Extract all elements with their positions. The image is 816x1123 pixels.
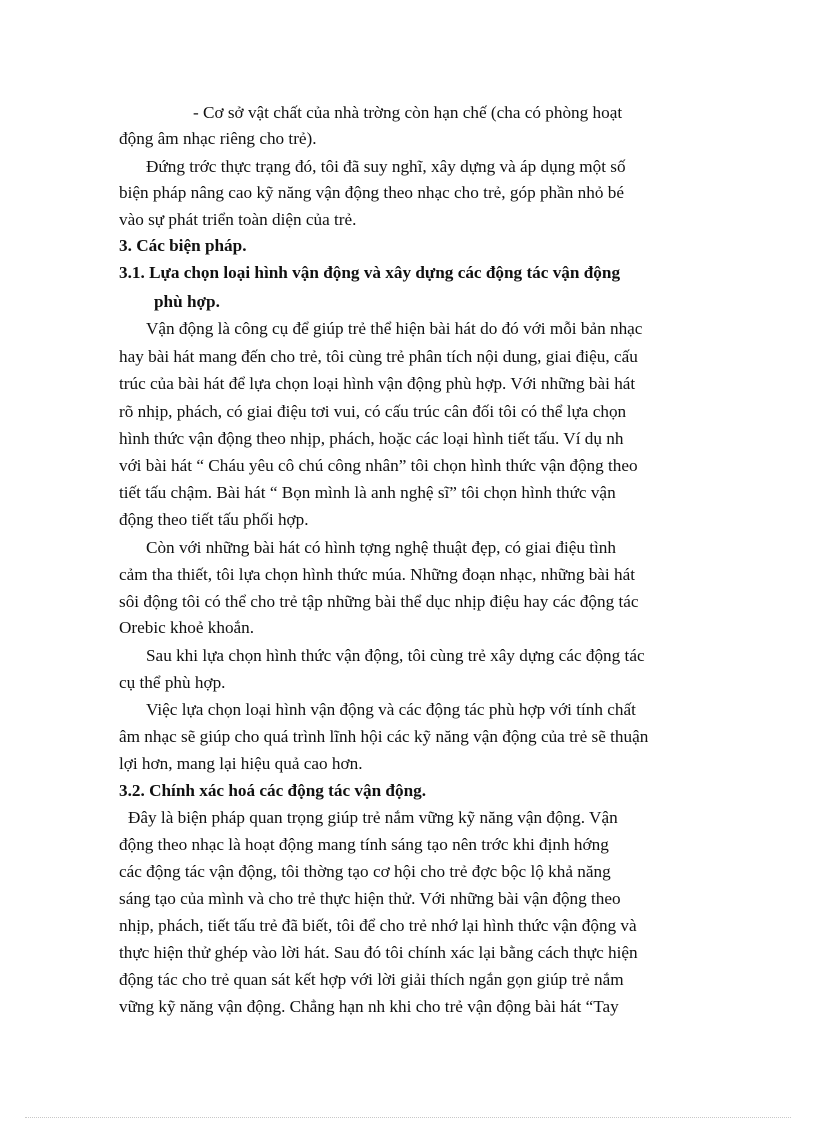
subsection-heading-cont: phù hợp. [154, 292, 220, 311]
text-line: Còn với những bài hát có hình tợng nghệ thuật đẹp, có giai điệu tình [146, 538, 616, 557]
text-line: Orebic khoẻ khoắn. [119, 618, 255, 637]
text-line: sáng tạo của mình và cho trẻ thực hiện thử. Với những bài vận động theo [119, 889, 621, 908]
section-heading: 3. Các biện pháp. [119, 236, 247, 255]
text-line: lợi hơn, mang lại hiệu quả cao hơn. [119, 754, 363, 773]
text-line: vào sự phát triển toàn diện của trẻ. [119, 210, 357, 229]
text-line: sôi động tôi có thể cho trẻ tập những bài thể dục nhịp điệu hay các động tác [119, 592, 639, 611]
text-line: biện pháp nâng cao kỹ năng vận động theo nhạc cho trẻ, góp phần nhỏ bé [119, 183, 624, 202]
text-line: rõ nhịp, phách, có giai điệu tơi vui, có cấu trúc cân đối tôi có thể lựa chọn [119, 402, 627, 421]
subsection-heading: 3.2. Chính xác hoá các động tác vận động. [119, 781, 427, 800]
text-line: động theo nhạc là hoạt động mang tính sáng tạo nên trớc khi định hớng [119, 835, 609, 854]
text-line: Đây là biện pháp quan trọng giúp trẻ nắm vững kỹ năng vận động. Vận [128, 808, 618, 827]
text-line: vững kỹ năng vận động. Chẳng hạn nh khi cho trẻ vận động bài hát “Tay [119, 997, 619, 1016]
text-line: nhịp, phách, tiết tấu trẻ đã biết, tôi để cho trẻ nhớ lại hình thức vận động và [119, 916, 637, 935]
text-line: động âm nhạc riêng cho trẻ). [119, 129, 317, 148]
text-line: âm nhạc sẽ giúp cho quá trình lĩnh hội các kỹ năng vận động của trẻ sẽ thuận [119, 727, 649, 746]
text-line: cảm tha thiết, tôi lựa chọn hình thức múa. Những đoạn nhạc, những bài hát [119, 565, 636, 584]
text-line: với bài hát “ Cháu yêu cô chú công nhân” tôi chọn hình thức vận động theo [119, 456, 638, 475]
subsection-heading: 3.1. Lựa chọn loại hình vận động và xây dựng các động tác vận động [119, 263, 621, 282]
text-line: các động tác vận động, tôi thờng tạo cơ hội cho trẻ đợc bộc lộ khả năng [119, 862, 611, 881]
text-line: trúc của bài hát để lựa chọn loại hình vận động phù hợp. Với những bài hát [119, 374, 636, 393]
text-line: thực hiện thử ghép vào lời hát. Sau đó tôi chính xác lại bằng cách thực hiện [119, 943, 638, 962]
text-line: động theo tiết tấu phối hợp. [119, 510, 309, 529]
text-line: tiết tấu chậm. Bài hát “ Bọn mình là anh nghệ sĩ” tôi chọn hình thức vận [119, 483, 616, 502]
text-line: Vận động là công cụ để giúp trẻ thể hiện bài hát do đó với mỗi bản nhạc [146, 319, 643, 338]
text-line: Sau khi lựa chọn hình thức vận động, tôi cùng trẻ xây dựng các động tác [146, 646, 645, 665]
text-line: Đứng trớc thực trạng đó, tôi đã suy nghĩ, xây dựng và áp dụng một số [146, 157, 626, 176]
text-line: Việc lựa chọn loại hình vận động và các động tác phù hợp với tính chất [146, 700, 636, 719]
text-line: - Cơ sở vật chất của nhà trờng còn hạn chế (cha có phòng hoạt [193, 103, 623, 122]
text-line: cụ thể phù hợp. [119, 673, 226, 692]
text-line: hình thức vận động theo nhịp, phách, hoặc các loại hình tiết tấu. Ví dụ nh [119, 429, 624, 448]
text-line: hay bài hát mang đến cho trẻ, tôi cùng trẻ phân tích nội dung, giai điệu, cấu [119, 347, 638, 366]
text-line: động tác cho trẻ quan sát kết hợp với lời giải thích ngắn gọn giúp trẻ nắm [119, 970, 624, 989]
page-bottom-dotted-rule [25, 1117, 791, 1118]
